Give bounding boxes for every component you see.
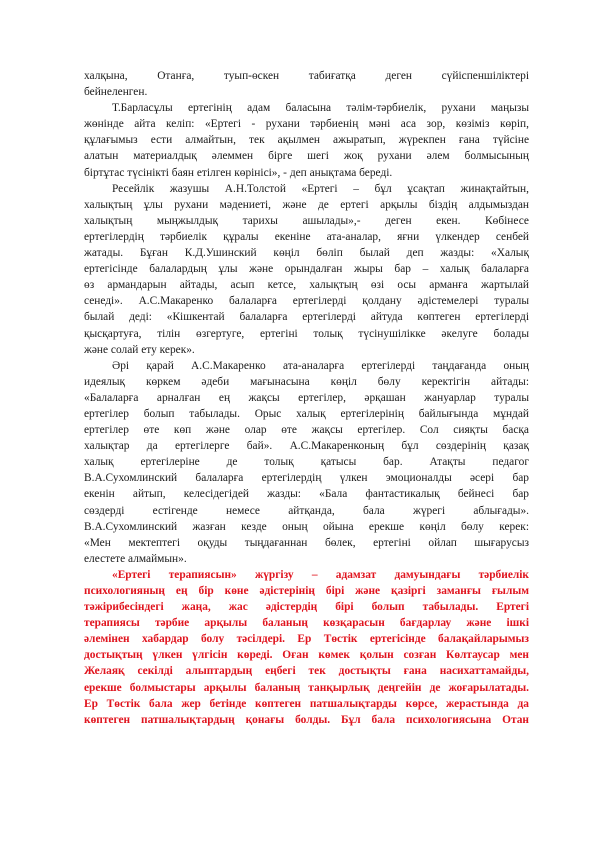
text-line: ертегісінде балалардың ұлы және орындалған жыры бар – халық балаларға <box>84 263 529 276</box>
text-line: жатады. Бұған К.Д.Ушинский көңіл бөліп былай деп жазды: «Халық <box>84 247 529 260</box>
text-line: идеялық көркем әдеби мағынасына көңіл бөлу керектігін айтады: <box>84 375 529 388</box>
text-line: біртұтас түсінікті баян етілген көрінісі», - деп анықтама береді. <box>84 166 393 179</box>
text-line: Әрі қарай А.С.Макаренко ата-аналарға ертегілерді таңдағанда оның <box>112 359 529 372</box>
text-line: Т.Барласұлы ертегінің адам баласына тәлім-тәрбиелік, рухани маңызы <box>112 102 529 115</box>
text-line: былай деді: «Кішкентай балаларға ертегілерді айтуда көптеген ертегілерді <box>84 311 529 324</box>
text-line: Ер Төстік бала жер бетінде көптеген патшалықтарды көрсе, жерастында да <box>84 697 529 710</box>
text-line: ертегілер өте көп және олар өте жақсы ертегілер. Сол сияқты басқа <box>84 424 529 437</box>
text-line: ерекше болмыстары арқылы баланың танқырлық деңгейін де жоғарылатады. <box>84 681 529 694</box>
text-line: В.А.Сухомлинский балаларға ертегілердің үлкен эмоционалды әсері бар <box>84 472 529 485</box>
text-line: әлемінен хабардар болу тәсілдері. Ер Төстік ертегісінде балақайларымыз <box>84 633 529 646</box>
text-line: құлағымыз ести алмайтын, тек ақылмен ажыратып, жүрекпен ғана түйсіне <box>84 134 529 147</box>
paragraph <box>84 100 529 180</box>
text-line: жөнінде айта келіп: «Ертегі - рухани тәрбиенің мәні аса зор, көзіміз көріп, <box>84 118 529 131</box>
text-line: В.А.Сухомлинский жазған кезде оның ойына ерекше көңіл бөлу керек: <box>84 520 529 533</box>
paragraph <box>84 68 529 100</box>
text-line: Ресейлік жазушы А.Н.Толстой «Ертегі – бұл ұсақтап жинақтайтын, <box>112 182 529 195</box>
text-line: өз армандарын айтады, асып кетсе, халықтың өзі осы арманға жартылай <box>84 279 529 292</box>
text-line: елестете алмаймын». <box>84 552 187 565</box>
paragraph <box>84 181 529 358</box>
text-line: «Балаларға арналған ең жақсы ертегілер, әрқашан жануарлар туралы <box>84 391 529 404</box>
text-line: екенін айтып, келесідегідей жазды: «Бала фантастикалық бейнесі бар <box>84 488 529 501</box>
text-line: психологияның ең бір көне әдістерінің бірі және қазіргі заманғы ғылым <box>84 585 529 597</box>
text-line: бейнеленген. <box>84 86 148 99</box>
text-line: «Мен мектептегі оқуды тыңдағаннан бөлек, ертегіні ойлап шығарусыз <box>84 536 529 549</box>
text-line: қысқартуға, тілін өзгертуге, ертегіні толық түсінушілікке әкелуге болады <box>84 327 529 340</box>
text-line: сөздерді естігенде немесе айтқанда, бала жүрегі аблығады». <box>84 504 529 517</box>
text-line: ертегілер болып табылады. Орыс халық ертегілерінің байлығында мұндай <box>84 407 529 420</box>
text-line: көптеген патшалықтардың қонағы болды. Бұл бала психологиясына Отан <box>84 713 529 726</box>
text-line: халықтар да ертегілерге бай». А.С.Макаренконың бұл сөздерінің қазақ <box>84 440 529 453</box>
text-line: алатын материалдық әлеммен бірге шегі жоқ рухани әлем болмысының <box>84 150 529 163</box>
text-line: достықтың үлкен үлгісін көреді. Оған көмек қолын созған Көлтаусар мен <box>84 649 529 662</box>
text-line: халық ертегілеріне де толық қатысы бар. Атақты педагог <box>84 456 529 469</box>
text-line: халықтың мыңжылдық тарихы ашылады»,- деген екен. Көбінесе <box>84 214 529 227</box>
paragraph <box>84 358 529 567</box>
text-line: тәжірибесіндегі жаңа, жас әдістердің бірі болып табылады. Ертегі <box>84 601 529 614</box>
text-line: ертегілердің тәрбиелік құралы екеніне ата-аналар, яғни үлкендер сенбей <box>84 230 529 243</box>
text-line: халықтың ұлы рухани мәдениеті, және де ертегі арқылы біздің алдымыздан <box>84 198 529 211</box>
text-line: Желаяқ секілді алыптардың еңбегі тек достықты ғана насихаттамайды, <box>84 665 529 678</box>
text-line: терапиясы тәрбие арқылы баланың көзқарасын бағдарлау және ішкі <box>84 617 529 630</box>
text-line: «Ертегі терапиясын» жүргізу – адамзат дамуындағы тәрбиелік <box>112 568 529 581</box>
text-line: халқына, Отанға, туып-өскен табиғатқа деген сүйіспеншіліктері <box>84 70 529 82</box>
highlighted-paragraph <box>84 567 529 728</box>
text-line: және солай ету керек». <box>84 343 195 356</box>
text-line: сенеді». А.С.Макаренко балаларға ертегілерді қолдану әдістемелері туралы <box>84 295 529 308</box>
